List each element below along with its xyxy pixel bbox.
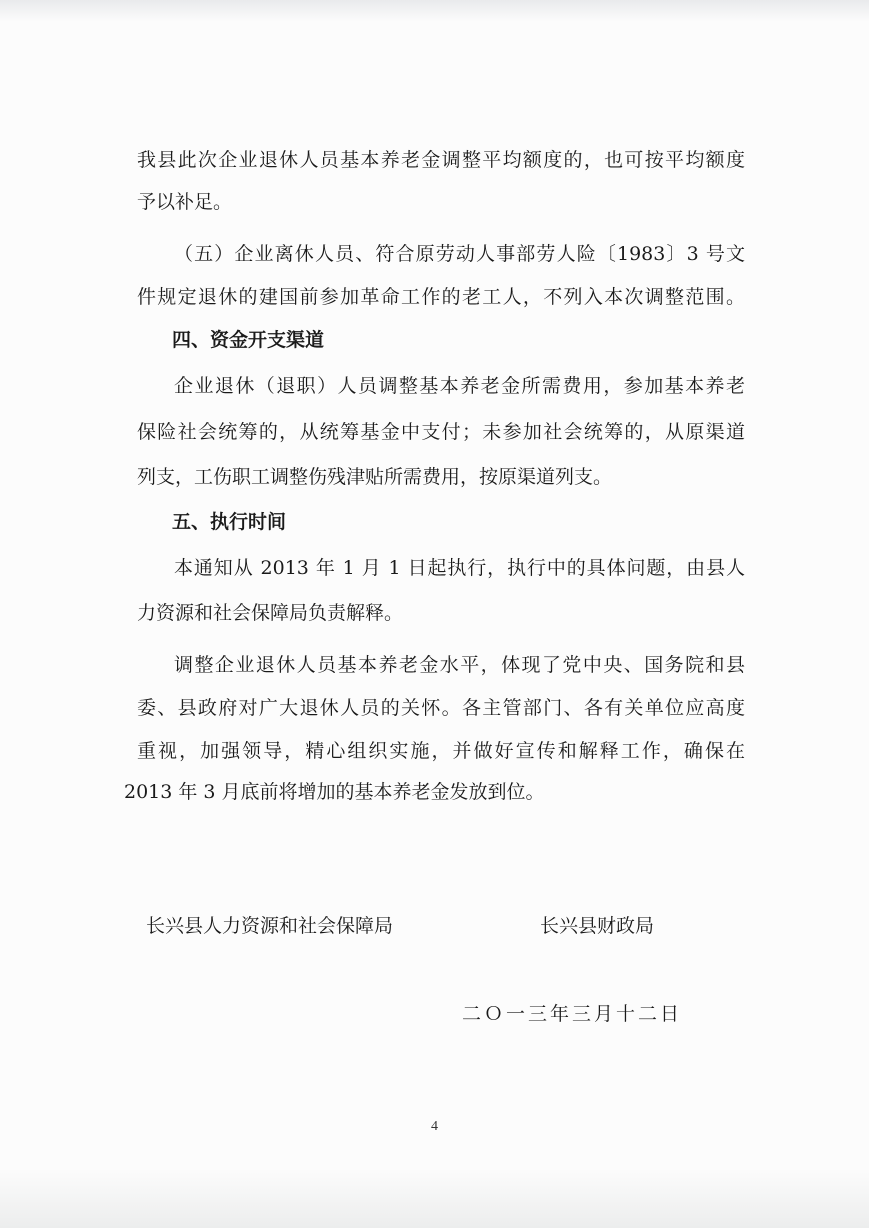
scan-edge-top: [0, 0, 869, 22]
signature-right: 长兴县财政局: [540, 915, 655, 937]
body-line-14: 重视，加强领导，精心组织实施，并做好宣传和解释工作，确保在: [137, 740, 745, 762]
body-line-10: 本通知从 2013 年 1 月 1 日起执行，执行中的具体问题，由县人: [174, 557, 745, 579]
body-line-13: 委、县政府对广大退休人员的关怀。各主管部门、各有关单位应高度: [137, 697, 745, 719]
body-line-1: 我县此次企业退休人员基本养老金调整平均额度的，也可按平均额度: [137, 149, 745, 171]
body-line-3: （五）企业离休人员、符合原劳动人事部劳人险〔1983〕3 号文: [174, 243, 745, 265]
body-line-12: 调整企业退休人员基本养老金水平，体现了党中央、国务院和县: [174, 654, 745, 676]
document-date: 二Ｏ一三年三月十二日: [462, 1003, 683, 1025]
body-line-4: 件规定退休的建国前参加革命工作的老工人，不列入本次调整范围。: [137, 286, 745, 308]
body-line-11: 力资源和社会保障局负责解释。: [137, 602, 404, 624]
body-line-8: 列支，工伤职工调整伤残津贴所需费用，按原渠道列支。: [137, 466, 613, 488]
section-heading-4: 四、资金开支渠道: [172, 329, 325, 351]
section-heading-5: 五、执行时间: [172, 511, 287, 533]
page-number: 4: [431, 1119, 438, 1134]
scan-edge-bottom: [0, 1168, 869, 1228]
body-line-15: 2013 年 3 月底前将增加的基本养老金发放到位。: [124, 781, 545, 803]
body-line-2: 予以补足。: [137, 191, 233, 213]
signature-left: 长兴县人力资源和社会保障局: [146, 915, 394, 937]
body-line-7: 保险社会统筹的，从统筹基金中支付；未参加社会统筹的，从原渠道: [137, 421, 745, 443]
body-line-6: 企业退休（退职）人员调整基本养老金所需费用，参加基本养老: [174, 375, 745, 397]
